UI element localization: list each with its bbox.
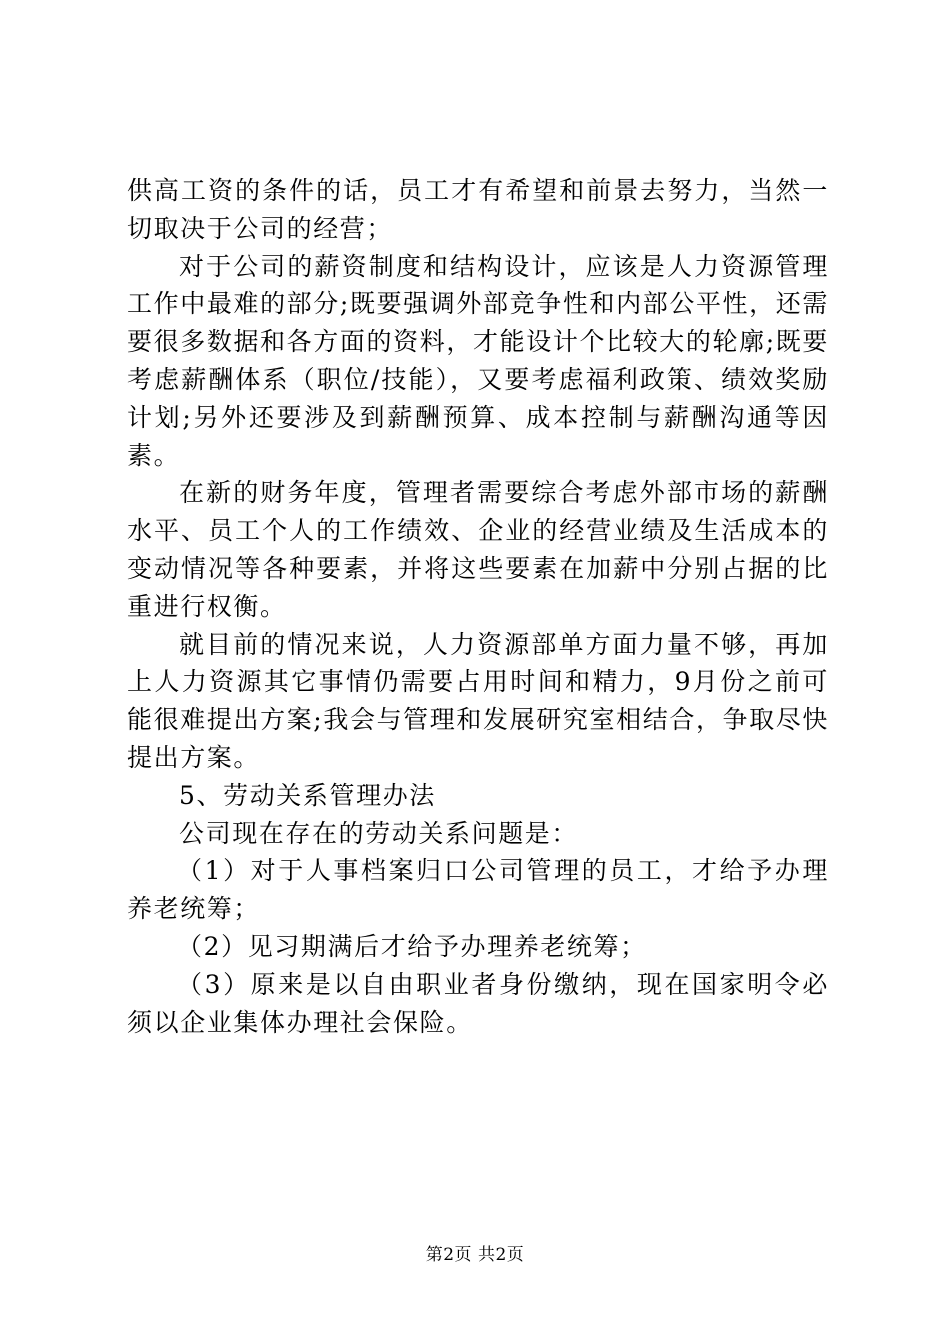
body-text bbox=[127, 172, 829, 1041]
list-item-issue-1: （1）对于人事档案归口公司管理的员工，才给予办理养老统筹； bbox=[127, 856, 829, 924]
list-item-issue-3: （3）原来是以自由职业者身份缴纳，现在国家明令必须以企业集体办理社会保险。 bbox=[127, 969, 829, 1037]
paragraph-salary-conditions: 供高工资的条件的话，员工才有希望和前景去努力，当然一切取决于公司的经营； bbox=[127, 176, 829, 243]
page-number-label: 第2页 共2页 bbox=[425, 1245, 525, 1265]
page-footer bbox=[0, 1244, 950, 1266]
paragraph-current-situation: 就目前的情况来说，人力资源部单方面力量不够，再加上人力资源其它事情仍需要占用时间和精力，9月份之前可能很难提出方案;我会与管理和发展研究室相结合，争取尽快提出方案。 bbox=[127, 629, 829, 772]
paragraph-fiscal-year: 在新的财务年度，管理者需要综合考虑外部市场的薪酬水平、员工个人的工作绩效、企业的经营业绩及生活成本的变动情况等各种要素，并将这些要素在加薪中分别占据的比重进行权衡。 bbox=[127, 478, 829, 621]
paragraph-salary-structure: 对于公司的薪资制度和结构设计，应该是人力资源管理工作中最难的部分;既要强调外部竞争性和内部公平性，还需要很多数据和各方面的资料，才能设计个比较大的轮廓;既要考虑薪酬体系（职位/技能），又要考虑福利政策、绩效奖励计划;另外还要涉及到薪酬预算、成本控制与薪酬沟通等因素。 bbox=[127, 251, 829, 470]
section-heading-labor-relations: 5、劳动关系管理办法 bbox=[179, 780, 436, 810]
list-item-issue-2: （2）见习期满后才给予办理养老统筹； bbox=[177, 931, 647, 961]
paragraph-labor-issues-intro: 公司现在存在的劳动关系问题是： bbox=[179, 818, 579, 848]
